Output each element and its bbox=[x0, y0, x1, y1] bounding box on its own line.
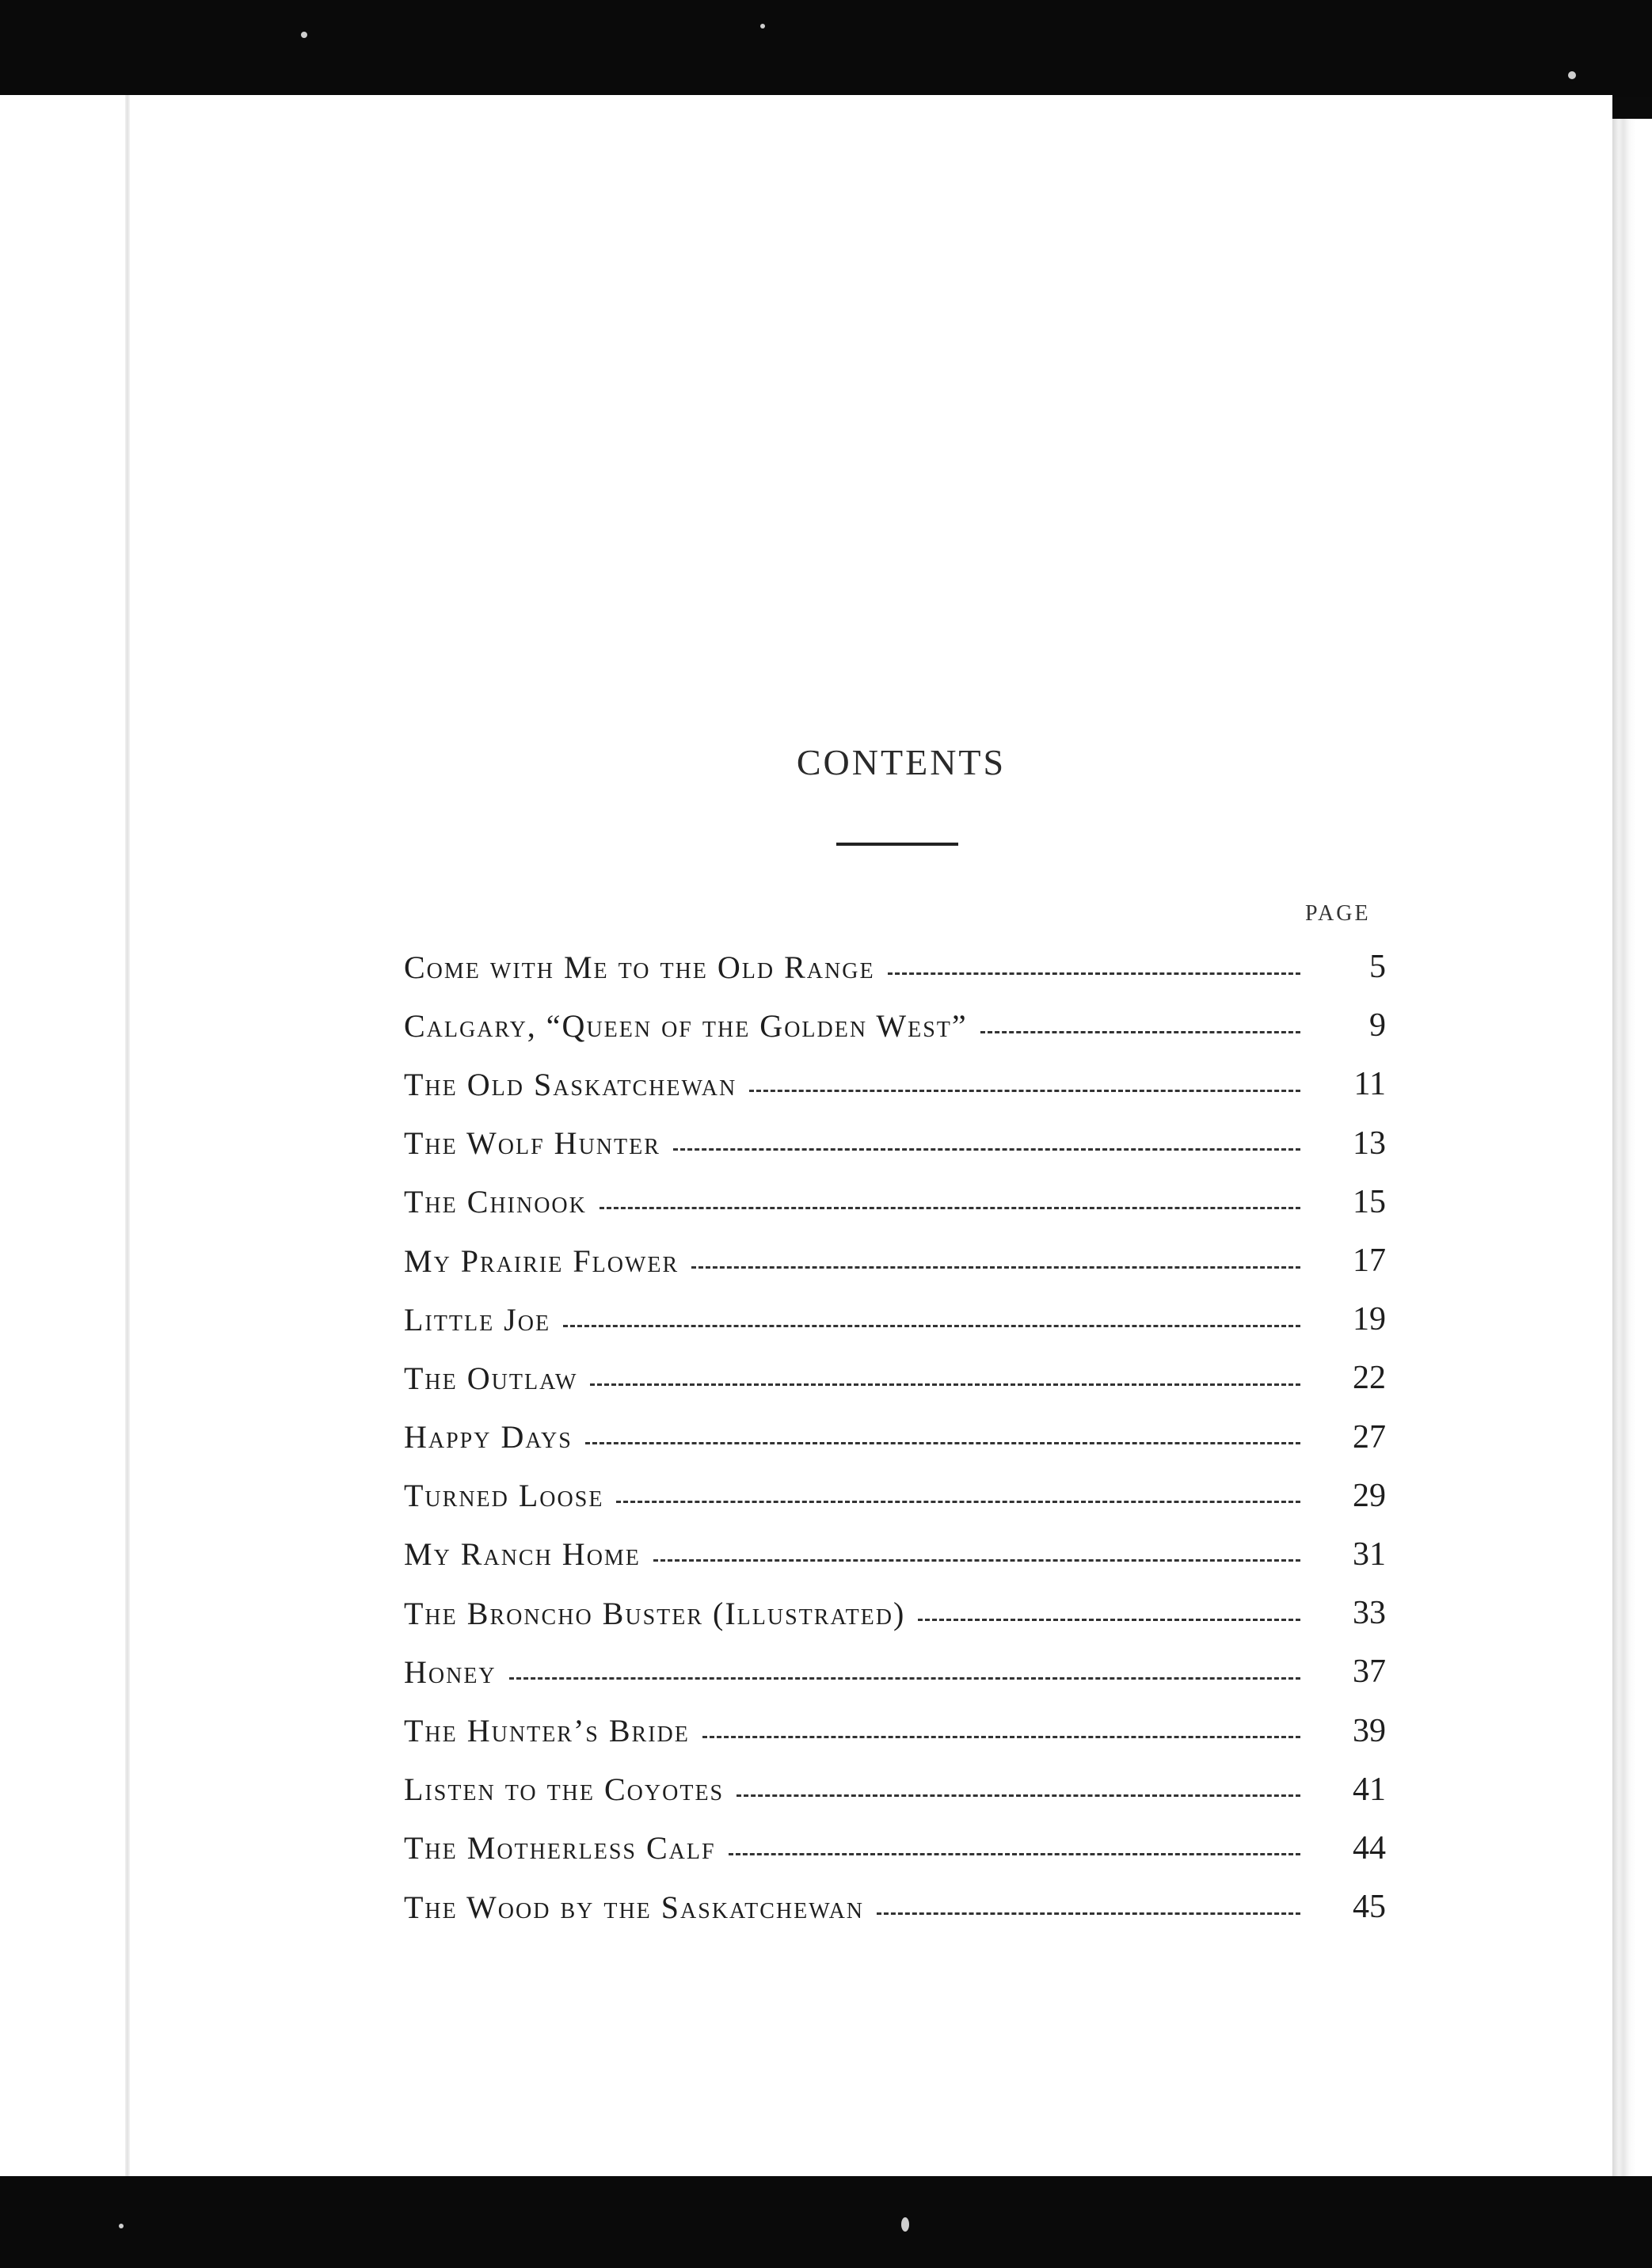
dot-leader bbox=[980, 1031, 1300, 1033]
dust-speck bbox=[901, 2217, 909, 2232]
toc-entry bbox=[404, 1408, 1394, 1467]
toc-entry-page: 45 bbox=[1353, 1889, 1386, 1926]
toc-entry-title: Little Joe bbox=[404, 1301, 551, 1338]
toc-entry-title: The Old Saskatchewan bbox=[404, 1066, 737, 1102]
toc-entry-page: 41 bbox=[1353, 1771, 1386, 1808]
toc-entry-page: 44 bbox=[1353, 1829, 1386, 1867]
toc-entry bbox=[404, 1290, 1394, 1349]
dot-leader bbox=[729, 1853, 1300, 1855]
dot-leader bbox=[918, 1619, 1300, 1621]
toc-entry-title: The Outlaw bbox=[404, 1360, 578, 1396]
toc-entry-title: The Motherless Calf bbox=[404, 1830, 716, 1867]
toc-entry bbox=[404, 938, 1394, 996]
dot-leader bbox=[509, 1677, 1300, 1680]
toc-entry-page: 27 bbox=[1353, 1418, 1386, 1456]
dot-leader bbox=[673, 1148, 1300, 1151]
toc-entry bbox=[404, 1173, 1394, 1231]
toc-entry-title: The Chinook bbox=[404, 1184, 587, 1220]
toc-entry-title: Happy Days bbox=[404, 1419, 573, 1456]
page-column-heading: PAGE bbox=[1305, 901, 1371, 926]
dot-leader bbox=[749, 1090, 1300, 1092]
toc-entry-page: 13 bbox=[1353, 1124, 1386, 1162]
toc-entry bbox=[404, 996, 1394, 1055]
toc-entry bbox=[404, 1819, 1394, 1878]
dot-leader bbox=[563, 1325, 1300, 1327]
toc-entry-title: Come with Me to the Old Range bbox=[404, 949, 875, 985]
dot-leader bbox=[585, 1442, 1300, 1444]
dot-leader bbox=[590, 1383, 1300, 1386]
toc-entry-title: The Wolf Hunter bbox=[404, 1125, 660, 1162]
dot-leader bbox=[616, 1501, 1300, 1503]
toc-entry bbox=[404, 1760, 1394, 1819]
toc-entry-page: 19 bbox=[1353, 1301, 1386, 1338]
toc-entry bbox=[404, 1584, 1394, 1642]
title-rule bbox=[836, 843, 958, 846]
toc-entry bbox=[404, 1642, 1394, 1701]
book-page bbox=[0, 95, 1612, 2178]
dot-leader bbox=[600, 1207, 1300, 1209]
toc-entry bbox=[404, 1467, 1394, 1525]
scan-border-bottom bbox=[0, 2176, 1652, 2268]
toc-entry-title: My Prairie Flower bbox=[404, 1242, 679, 1279]
toc-entry-title: The Hunter’s Bride bbox=[404, 1713, 690, 1749]
dot-leader bbox=[877, 1912, 1300, 1915]
toc-entry-page: 22 bbox=[1353, 1360, 1386, 1397]
toc-entry-title: My Ranch Home bbox=[404, 1536, 641, 1573]
dust-speck bbox=[119, 2224, 124, 2228]
toc-entry-page: 17 bbox=[1353, 1242, 1386, 1280]
toc-entry-page: 11 bbox=[1353, 1066, 1386, 1103]
dot-leader bbox=[691, 1266, 1300, 1269]
toc-entry-page: 5 bbox=[1369, 949, 1386, 986]
toc-entry-title: Listen to the Coyotes bbox=[404, 1771, 725, 1808]
scan-border-top bbox=[0, 0, 1652, 97]
toc-entry-page: 31 bbox=[1353, 1535, 1386, 1573]
toc-entry-title: Calgary, “Queen of the Golden West” bbox=[404, 1007, 968, 1044]
toc-entry-page: 9 bbox=[1369, 1007, 1386, 1045]
toc-entry-title: Turned Loose bbox=[404, 1478, 604, 1514]
toc-entry bbox=[404, 1055, 1394, 1113]
dot-leader bbox=[737, 1794, 1300, 1797]
toc-entry-title: Honey bbox=[404, 1653, 497, 1690]
toc-entry-page: 33 bbox=[1353, 1595, 1386, 1632]
toc-entry-title: The Broncho Buster (Illustrated) bbox=[404, 1595, 906, 1631]
toc-entry-page: 15 bbox=[1353, 1183, 1386, 1220]
toc-entry bbox=[404, 1701, 1394, 1760]
contents-title: CONTENTS bbox=[796, 742, 1007, 782]
dot-leader bbox=[702, 1736, 1300, 1738]
toc-entry-title: The Wood by the Saskatchewan bbox=[404, 1889, 865, 1925]
dust-speck bbox=[760, 24, 765, 29]
toc-entry-page: 37 bbox=[1353, 1653, 1386, 1691]
toc-entry-page: 39 bbox=[1353, 1712, 1386, 1749]
dust-speck bbox=[1568, 71, 1576, 79]
dust-speck bbox=[301, 32, 307, 38]
toc-entry-page: 29 bbox=[1353, 1477, 1386, 1514]
toc-entry bbox=[404, 1114, 1394, 1173]
dot-leader bbox=[653, 1559, 1300, 1562]
toc-entry bbox=[404, 1525, 1394, 1584]
page-edge bbox=[1612, 119, 1652, 2178]
page-gutter bbox=[125, 95, 130, 2178]
dot-leader bbox=[888, 972, 1300, 975]
contents-list bbox=[404, 938, 1394, 1936]
toc-entry bbox=[404, 1878, 1394, 1936]
toc-entry bbox=[404, 1231, 1394, 1290]
toc-entry bbox=[404, 1349, 1394, 1407]
